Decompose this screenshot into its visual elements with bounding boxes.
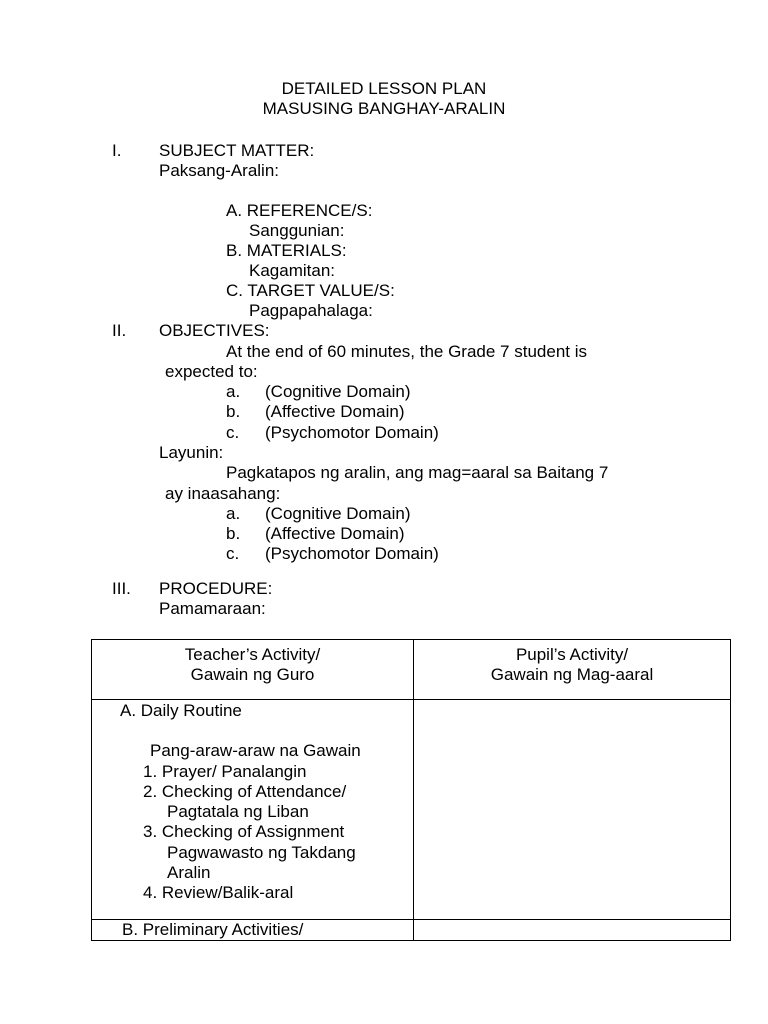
list-item: 4. Review/Balik-aral [143,883,294,902]
preliminary-activities-label: B. Preliminary Activities/ [122,920,304,939]
teacher-header-line2: Gawain ng Guro [190,665,315,684]
list-item: 2. Checking of Attendance/ [143,782,347,801]
daily-routine-title: A. Daily Routine [120,701,242,720]
materials-label: B. MATERIALS: [226,241,347,260]
domain-letter: b. [226,402,241,421]
pupil-header-line1: Pupil’s Activity/ [515,645,629,664]
layunin-label: Layunin: [159,443,224,462]
section3-number: III. [112,579,131,598]
preliminary-activities-cell [92,920,414,941]
list-item: Aralin [167,863,211,882]
domain-letter: c. [226,544,240,563]
domain-text: (Psychomotor Domain) [265,423,439,442]
domain-text: (Affective Domain) [265,402,405,421]
doc-subtitle: MASUSING BANGHAY-ARALIN [262,99,506,118]
table-header-row [92,640,731,700]
materials-sub: Kagamitan: [249,261,335,280]
table-row [92,700,731,920]
pupil-header-line2: Gawain ng Mag-aaral [490,665,654,684]
reference-label: A. REFERENCE/S: [226,201,373,220]
section1-heading: SUBJECT MATTER: [159,141,315,160]
reference-sub: Sanggunian: [249,221,345,240]
pupil-prelim-cell [414,920,731,941]
domain-text: (Psychomotor Domain) [265,544,439,563]
domain-letter: a. [226,504,241,523]
domain-letter: b. [226,524,241,543]
list-item: Pagwawasto ng Takdang [167,843,356,862]
domain-letter: a. [226,382,241,401]
list-item: Pagtatala ng Liban [167,802,309,821]
objectives-intro-line2: expected to: [165,362,258,381]
daily-routine-cell [92,700,414,920]
teacher-activity-header [92,640,414,700]
table-row [92,920,731,941]
layunin-intro-line2: ay inaasahang: [165,484,281,503]
domain-letter: c. [226,423,240,442]
target-value-sub: Pagpapahalaga: [249,301,373,320]
doc-title: DETAILED LESSON PLAN [281,79,487,98]
target-value-label: C. TARGET VALUE/S: [226,281,395,300]
domain-text: (Affective Domain) [265,524,405,543]
section2-heading: OBJECTIVES: [159,321,270,340]
domain-text: (Cognitive Domain) [265,504,411,523]
teacher-header-line1: Teacher’s Activity/ [184,645,321,664]
section1-number: I. [112,141,122,160]
procedure-table [91,639,731,941]
list-item: 3. Checking of Assignment [143,822,345,841]
domain-text: (Cognitive Domain) [265,382,411,401]
pupil-routine-cell [414,700,731,920]
section2-number: II. [112,321,127,340]
list-item: 1. Prayer/ Panalangin [143,762,307,781]
section3-heading: PROCEDURE: [159,579,273,598]
section1-sub: Paksang-Aralin: [159,161,280,180]
pupil-activity-header [414,640,731,700]
objectives-intro-line1: At the end of 60 minutes, the Grade 7 student is [226,342,588,361]
daily-routine-fil: Pang-araw-araw na Gawain [150,741,361,760]
section3-sub: Pamamaraan: [159,599,266,618]
layunin-intro-line1: Pagkatapos ng aralin, ang mag=aaral sa Baitang 7 [226,463,609,482]
